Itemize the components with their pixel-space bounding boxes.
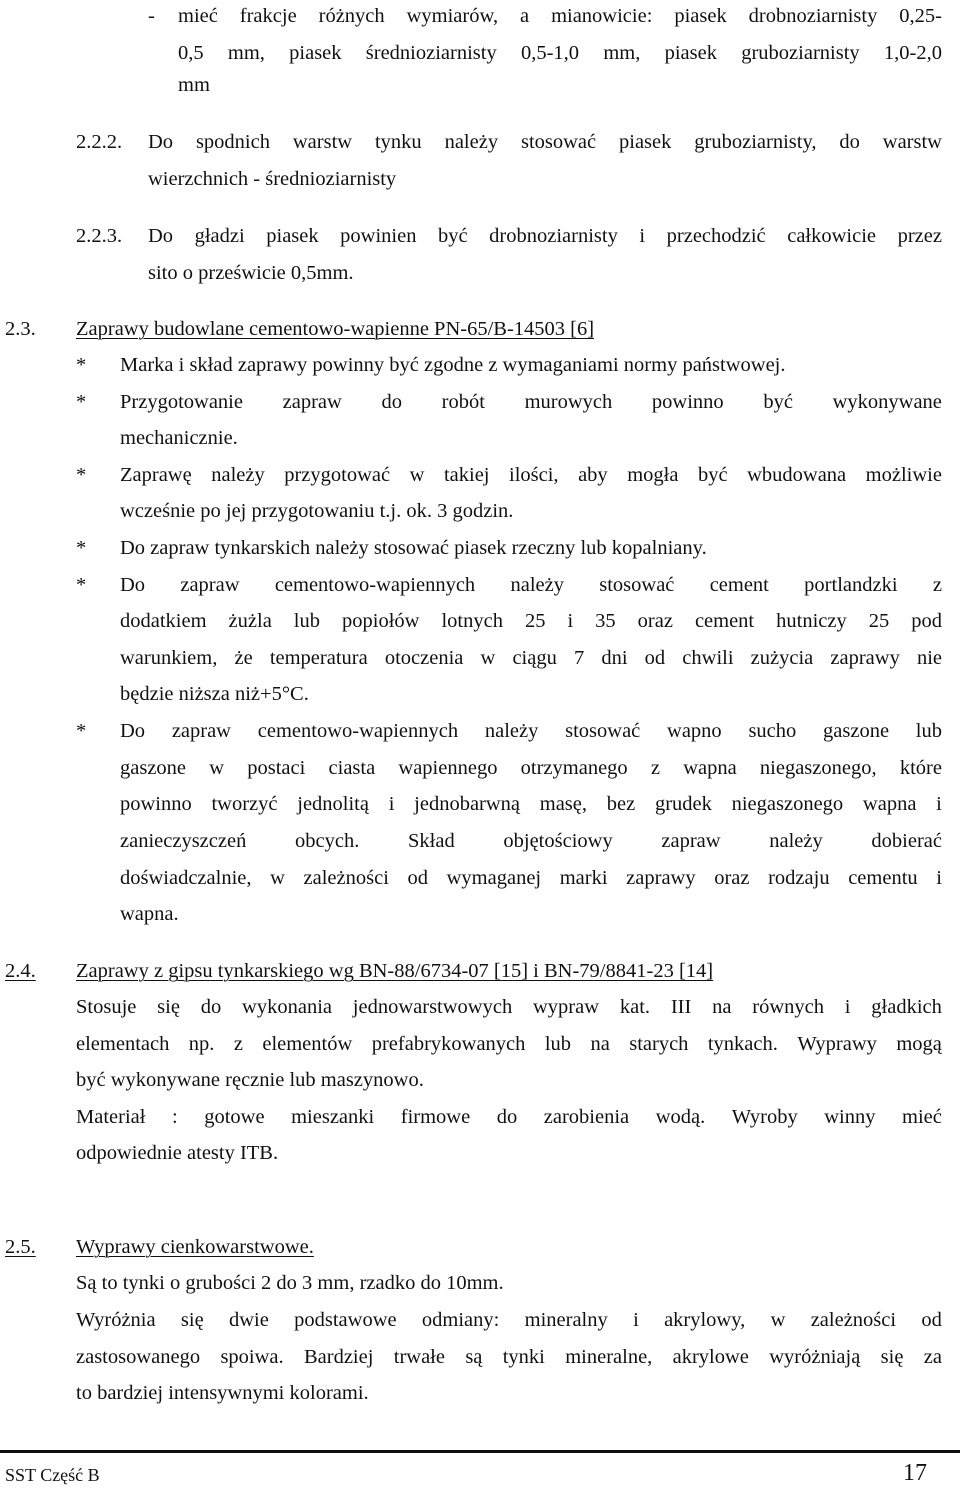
footer-divider [0,1450,960,1453]
bullet-star: * [76,391,87,413]
bullet-star: * [76,574,87,596]
s25-para-1: Są to tynki o grubości 2 do 3 mm, rzadko do 10mm. [76,1272,504,1294]
s23-item-2-line-2: mechanicznie. [120,427,238,449]
s223-line-2: sito o prześwicie 0,5mm. [148,262,354,284]
section-number-2-5: 2.5. [5,1236,36,1258]
s25-para-2-line-3: to bardziej intensywnymi kolorami. [76,1382,369,1404]
s25-para-2-line-2: zastosowanego spoiwa. Bardziej trwałe są tynki mineralne, akrylowe wyróżniają się za [76,1346,942,1368]
section-number-2-4: 2.4. [5,960,36,982]
bullet-star: * [76,354,87,376]
s24-para-2-line-2: odpowiednie atesty ITB. [76,1142,279,1164]
section-number-2-2-3: 2.2.3. [76,225,123,247]
s24-para-2-line-1: Materiał : gotowe mieszanki firmowe do zarobienia wodą. Wyroby winny mieć [76,1106,942,1128]
s23-item-1: Marka i skład zaprawy powinny być zgodne z wymaganiami normy państwowej. [120,354,786,376]
s23-item-3-line-1: Zaprawę należy przygotować w takiej ilości, aby mogła być wbudowana możliwie [120,464,942,486]
bullet-star: * [76,720,87,742]
page-number: 17 [903,1460,927,1486]
s23-item-5-line-1: Do zapraw cementowo-wapiennych należy stosować cement portlandzki z [120,574,942,596]
s23-item-2-line-1: Przygotowanie zapraw do robót murowych powinno być wykonywane [120,391,942,413]
s23-item-6-line-1: Do zapraw cementowo-wapiennych należy stosować wapno sucho gaszone lub [120,720,942,742]
s23-item-3-line-2: wcześnie po jej przygotowaniu t.j. ok. 3 godzin. [120,500,514,522]
section-number-2-3: 2.3. [5,318,36,340]
section-title-2-3: Zaprawy budowlane cementowo-wapienne PN-65/B-14503 [6] [76,318,595,340]
s222-line-2: wierzchnich - średnioziarnisty [148,168,397,190]
b0-line-3: mm [178,74,210,96]
b0-line-2: 0,5 mm, piasek średnioziarnisty 0,5-1,0 mm, piasek gruboziarnisty 1,0-2,0 [178,42,942,64]
s23-item-5-line-4: będzie niższa niż+5°C. [120,683,309,705]
s24-para-1-line-1: Stosuje się do wykonania jednowarstwowych wypraw kat. III na równych i gładkich [76,996,942,1018]
section-number-2-2-2: 2.2.2. [76,131,123,153]
footer-document-label: SST Część B [5,1465,100,1485]
bullet-star: * [76,537,87,559]
b0-line-1: mieć frakcje różnych wymiarów, a mianowicie: piasek drobnoziarnisty 0,25- [178,5,942,27]
s23-item-5-line-2: dodatkiem żużla lub popiołów lotnych 25 i 35 oraz cement hutniczy 25 pod [120,610,942,632]
s25-para-2-line-1: Wyróżnia się dwie podstawowe odmiany: mineralny i akrylowy, w zależności od [76,1309,942,1331]
s223-line-1: Do gładzi piasek powinien być drobnoziarnisty i przechodzić całkowicie przez [148,225,942,247]
bullet-star: * [76,464,87,486]
s24-para-1-line-2: elementach np. z elementów prefabrykowanych lub na starych tynkach. Wyprawy mogą [76,1033,942,1055]
dash-bullet: - [148,5,155,27]
section-title-2-5: Wyprawy cienkowarstwowe. [76,1236,314,1258]
s23-item-6-line-4: zanieczyszczeń obcych. Skład objętościowy zapraw należy dobierać [120,830,942,852]
section-title-2-4: Zaprawy z gipsu tynkarskiego wg BN-88/6734-07 [15] i BN-79/8841-23 [14] [76,960,714,982]
s23-item-4: Do zapraw tynkarskich należy stosować piasek rzeczny lub kopalniany. [120,537,707,559]
s23-item-6-line-5: doświadczalnie, w zależności od wymaganej marki zaprawy oraz rodzaju cementu i [120,867,942,889]
s24-para-1-line-3: być wykonywane ręcznie lub maszynowo. [76,1069,424,1091]
s23-item-6-line-6: wapna. [120,903,179,925]
s222-line-1: Do spodnich warstw tynku należy stosować piasek gruboziarnisty, do warstw [148,131,942,153]
s23-item-5-line-3: warunkiem, że temperatura otoczenia w ciągu 7 dni od chwili zużycia zaprawy nie [120,647,942,669]
s23-item-6-line-2: gaszone w postaci ciasta wapiennego otrzymanego z wapna niegaszonego, które [120,757,942,779]
s23-item-6-line-3: powinno tworzyć jednolitą i jednobarwną masę, bez grudek niegaszonego wapna i [120,793,942,815]
